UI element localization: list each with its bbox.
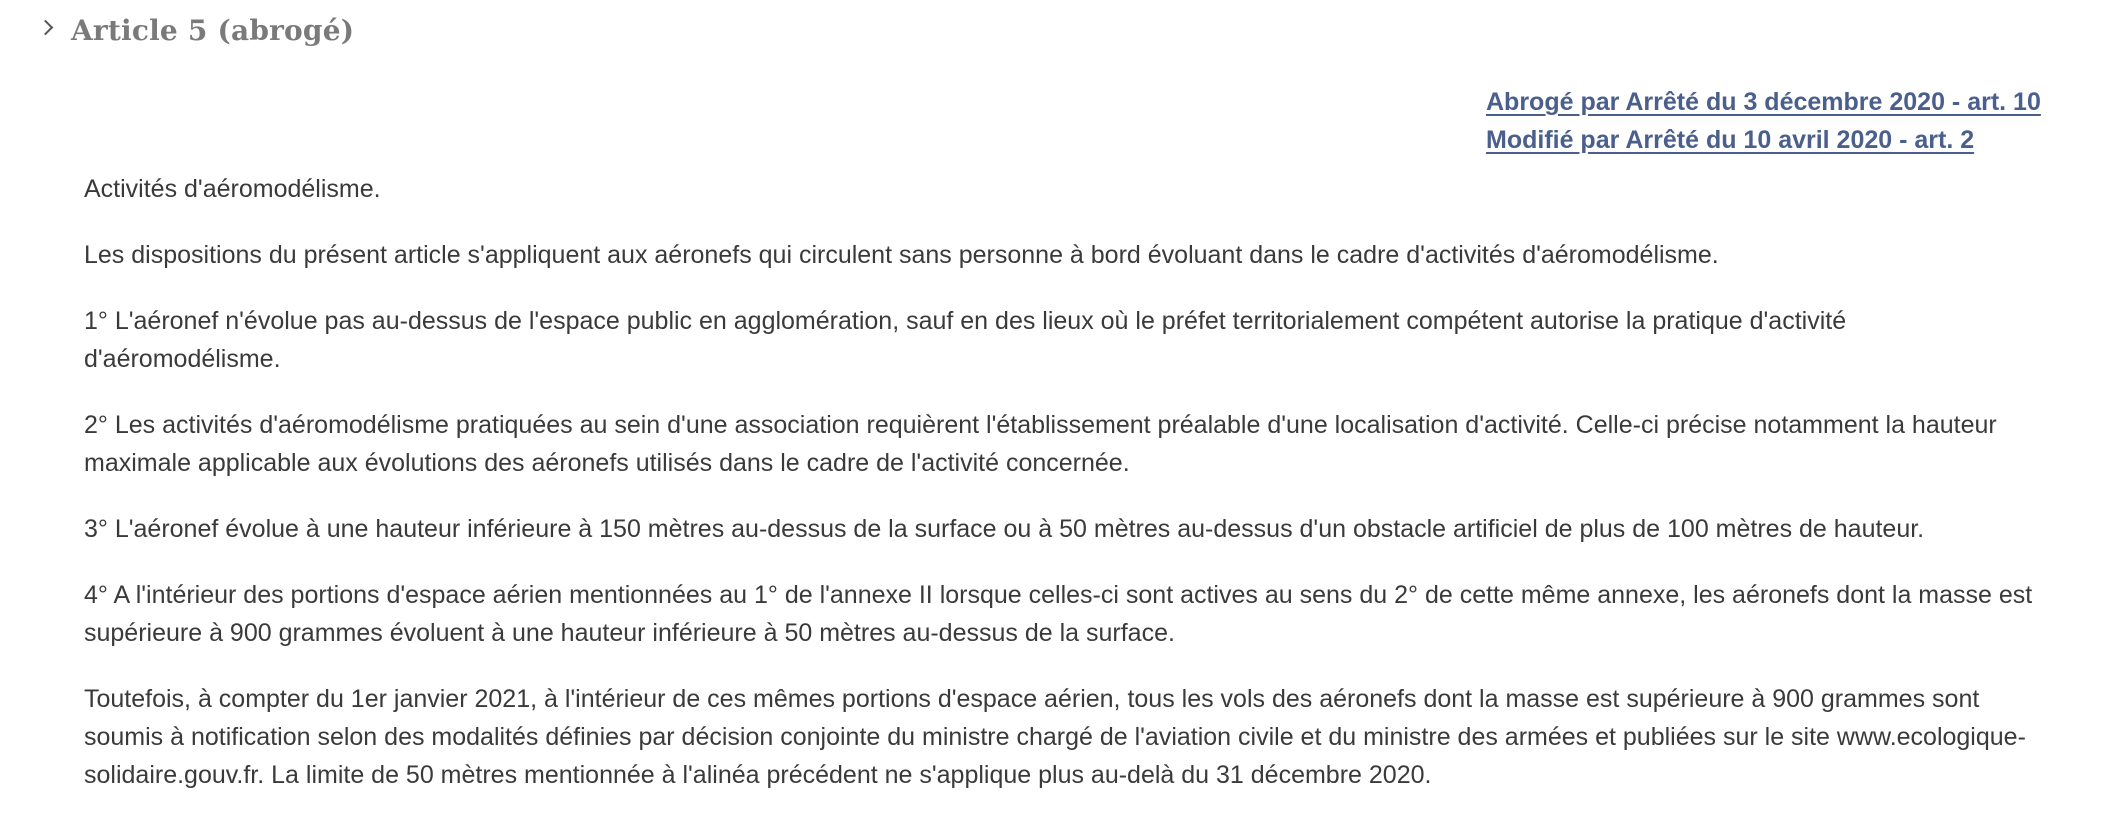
article-paragraph: 2° Les activités d'aéromodélisme pratiquées au sein d'une association requièrent l'établissement préalable d'une localisation d'activité. Celle-ci précise notamment la hauteur maximale applicable aux évolutions des aéronefs utilisés dans le cadre de l'activité concernée. bbox=[84, 411, 1997, 477]
article-toggle[interactable] bbox=[40, 14, 354, 47]
article-paragraph: 3° L'aéronef évolue à une hauteur inférieure à 150 mètres au-dessus de la surface ou à 50 mètres au-dessus d'un obstacle artificiel de plus de 100 mètres de hauteur. bbox=[84, 515, 1925, 543]
article-paragraph: 4° A l'intérieur des portions d'espace aérien mentionnées au 1° de l'annexe II lorsque celles-ci sont actives au sens du 2° de cette même annexe, les aéronefs dont la masse est supérieure à 900 grammes évoluent à une hauteur inférieure à 50 mètres au-dessus de la surface. bbox=[84, 581, 2033, 647]
article-title: Article 5 (abrogé) bbox=[71, 14, 355, 47]
abrogation-link[interactable]: Abrogé par Arrêté du 3 décembre 2020 - art. 10 bbox=[1486, 88, 2041, 116]
article-history bbox=[1486, 83, 2041, 159]
modification-link[interactable]: Modifié par Arrêté du 10 avril 2020 - art. 2 bbox=[1486, 126, 1975, 154]
article-content bbox=[84, 170, 2044, 822]
article-paragraph: Activités d'aéromodélisme. bbox=[84, 175, 381, 203]
article-paragraph: Les dispositions du présent article s'appliquent aux aéronefs qui circulent sans personne à bord évoluant dans le cadre d'activités d'aéromodélisme. bbox=[84, 241, 1719, 269]
article-paragraph: 1° L'aéronef n'évolue pas au-dessus de l'espace public en agglomération, sauf en des lieux où le préfet territorialement compétent autorise la pratique d'activité d'aéromodélisme. bbox=[84, 307, 1847, 373]
article-paragraph: Toutefois, à compter du 1er janvier 2021, à l'intérieur de ces mêmes portions d'espace aérien, tous les vols des aéronefs dont la masse est supérieure à 900 grammes sont soumis à notification selon des modalités définies par décision conjointe du ministre chargé de l'aviation civile et du ministre des armées et publiées sur le site www.ecologique-solidaire.gouv.fr. La limite de 50 mètres mentionnée à l'alinéa précédent ne s'applique plus au-delà du 31 décembre 2020. bbox=[84, 685, 2026, 789]
chevron-right-icon[interactable] bbox=[38, 20, 54, 36]
